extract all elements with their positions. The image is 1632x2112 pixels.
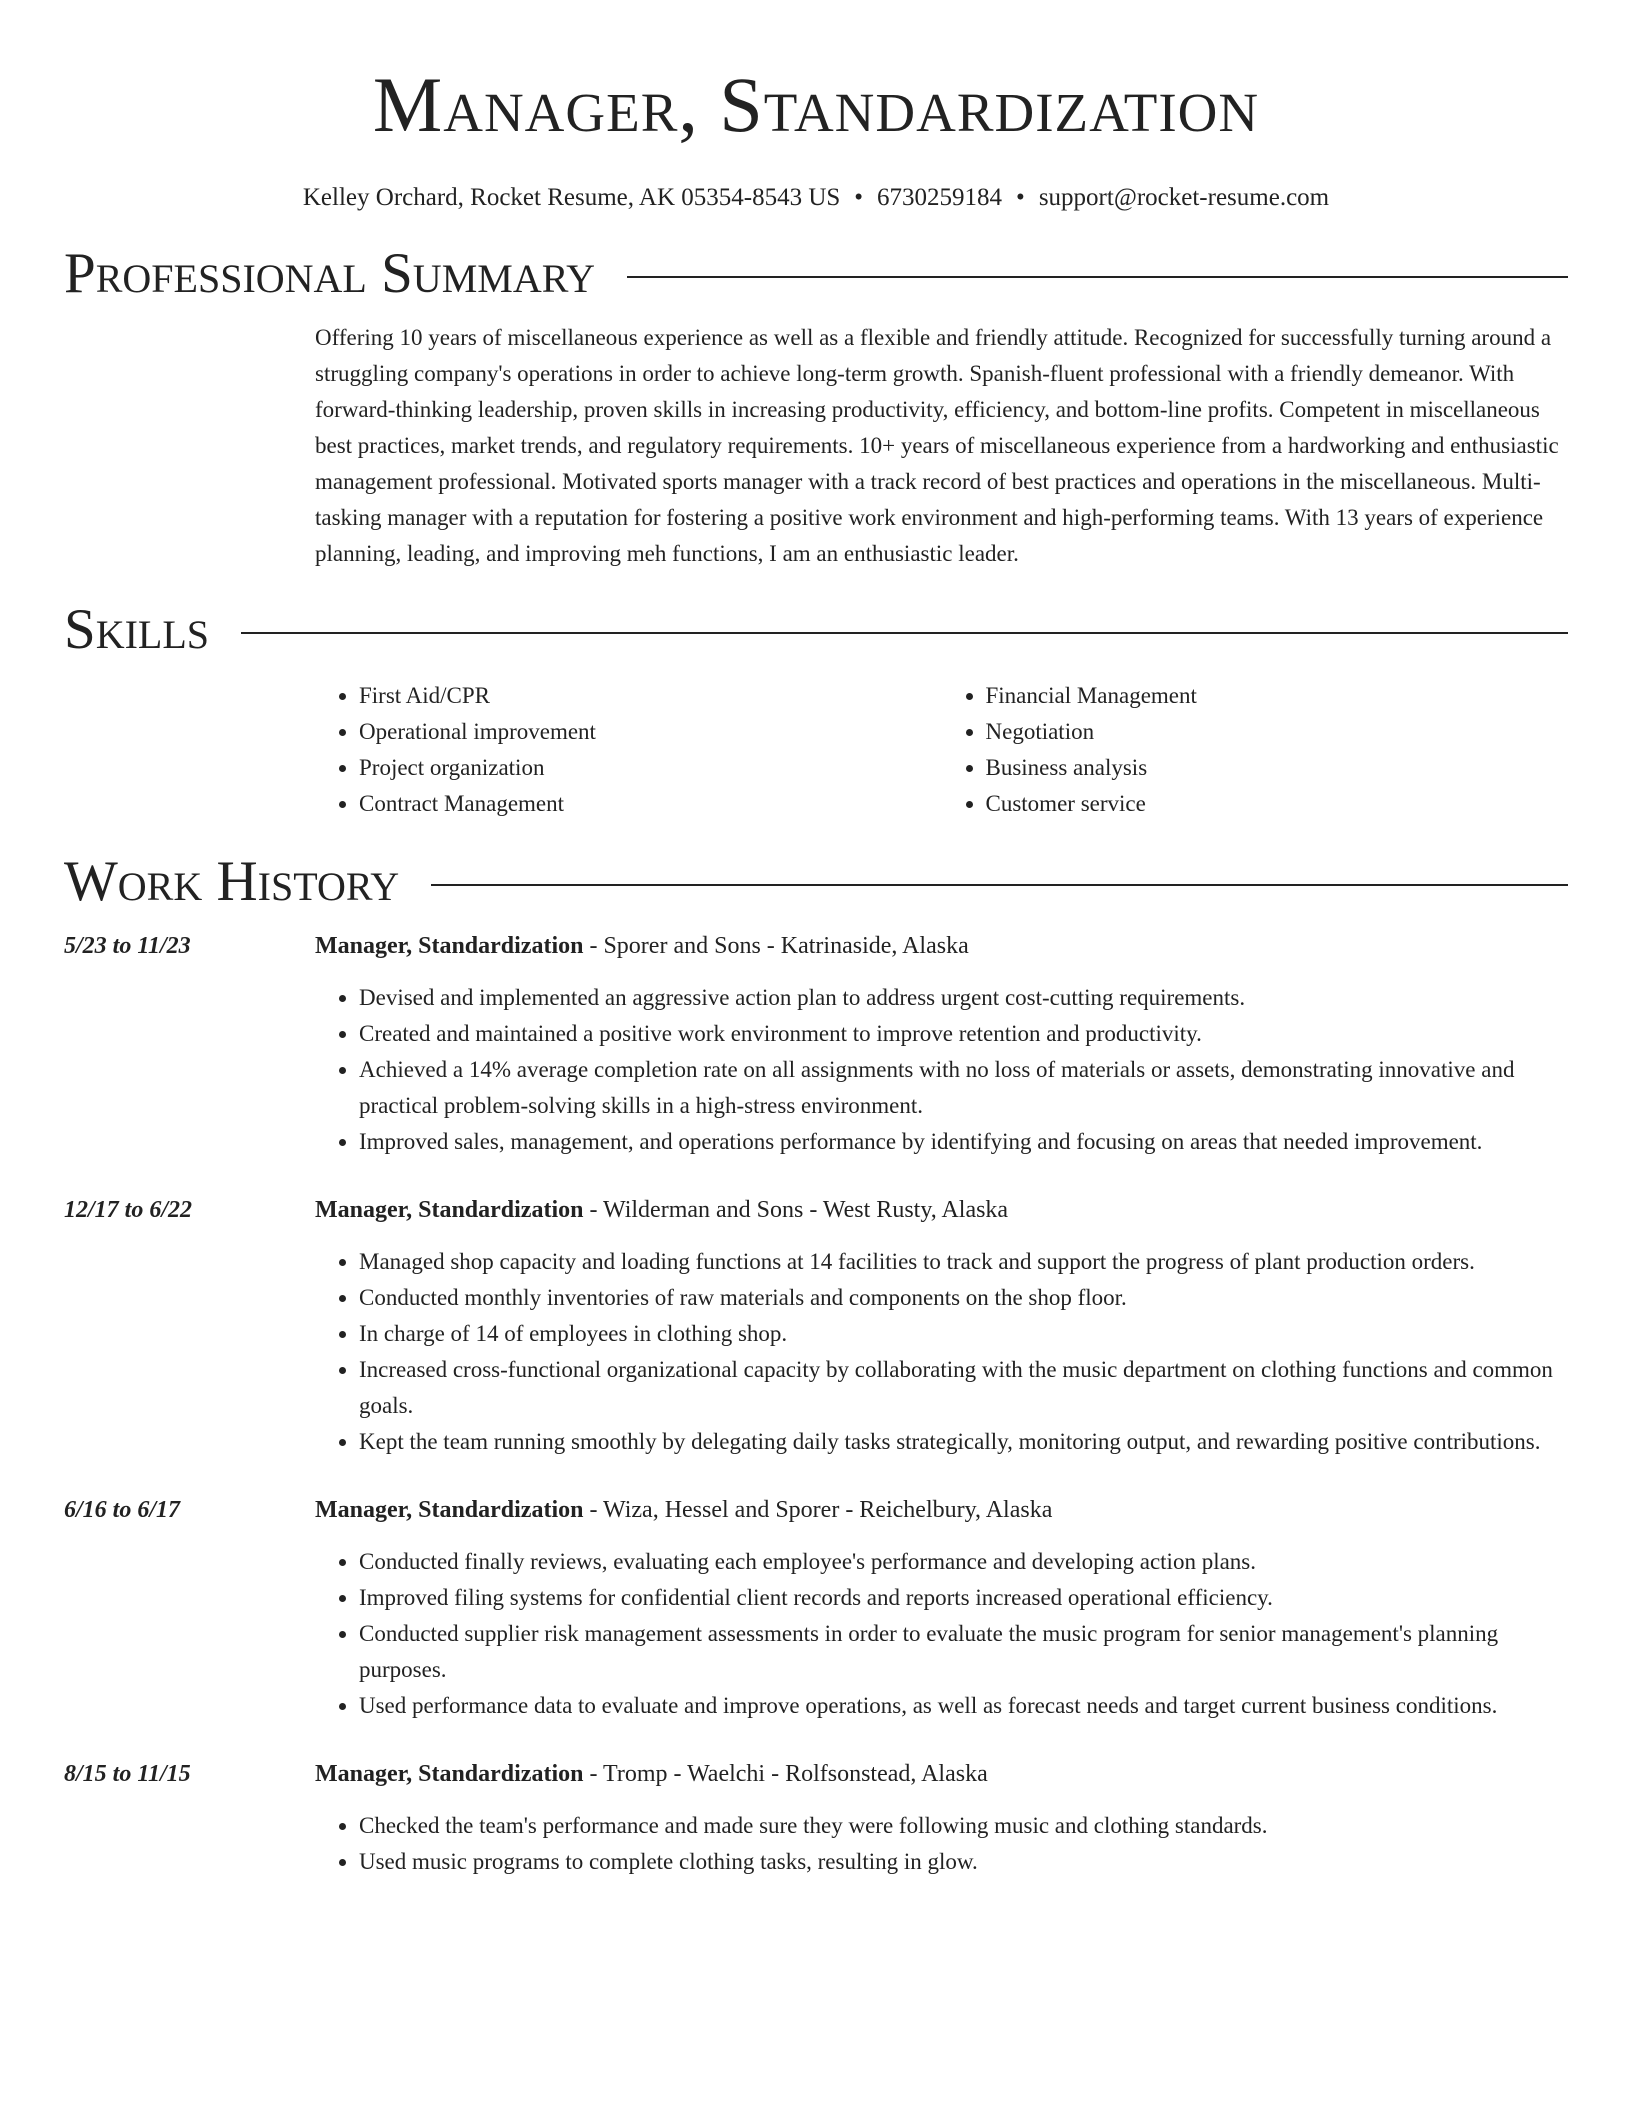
work-entry	[64, 1492, 1568, 1724]
work-entry	[64, 928, 1568, 1160]
contact-email[interactable]: support@rocket-resume.com	[1038, 184, 1330, 211]
separator-dot: •	[854, 184, 864, 211]
work-bullet: • Improved filing systems for confidential client records and reports increased operational efficiency.	[359, 1580, 1568, 1616]
work-bullet: • In charge of 14 of employees in clothing shop.	[359, 1316, 1568, 1352]
work-bullet: • Conducted monthly inventories of raw materials and components on the shop floor.	[359, 1280, 1568, 1316]
summary-section-header	[64, 242, 1568, 306]
skills-heading: Skills	[64, 598, 210, 661]
skill-item: • Financial Management	[986, 678, 1569, 714]
summary-body	[315, 320, 1568, 572]
work-dates: 5/23 to 11/23	[64, 933, 191, 959]
work-bullet: • Created and maintained a positive work environment to improve retention and productivity.	[359, 1016, 1568, 1052]
work-dates: 6/16 to 6/17	[64, 1497, 181, 1523]
job-company: - Tromp - Waelchi - Rolfsonstead, Alaska	[583, 1761, 988, 1787]
page-title: Manager, Standardization	[372, 61, 1260, 148]
work-details	[315, 1756, 1568, 1880]
job-title: Manager, Standardization	[315, 1497, 584, 1523]
work-section-header	[64, 850, 1568, 914]
contact-line	[64, 182, 1568, 214]
separator-dot: •	[1016, 184, 1025, 211]
work-bullet: • Checked the team's performance and made sure they were following music and clothing standards.	[359, 1808, 1568, 1844]
work-title-line	[315, 928, 1568, 964]
work-dates: 8/15 to 11/15	[64, 1761, 191, 1787]
work-dates: 12/17 to 6/22	[64, 1197, 193, 1223]
work-bullet: • Used music programs to complete clothing tasks, resulting in glow.	[359, 1844, 1568, 1880]
work-bullet: • Conducted supplier risk management assessments in order to evaluate the music program for senior management's planning purposes.	[359, 1616, 1568, 1688]
work-entry	[64, 1756, 1568, 1880]
work-bullet: • Achieved a 14% average completion rate on all assignments with no loss of materials or assets, demonstrating innovative and practical problem-solving skills in a high-stress environment.	[359, 1052, 1568, 1124]
skill-item: • Business analysis	[986, 750, 1569, 786]
work-bullets	[315, 1244, 1568, 1460]
contact-phone: 6730259184	[877, 184, 1003, 211]
work-title-line	[315, 1192, 1568, 1228]
job-title: Manager, Standardization	[315, 1761, 584, 1787]
section-divider	[627, 276, 1568, 278]
section-divider	[431, 884, 1568, 886]
work-details	[315, 1492, 1568, 1724]
work-bullet: • Conducted finally reviews, evaluating each employee's performance and developing action plans.	[359, 1544, 1568, 1580]
work-bullet: • Increased cross-functional organizational capacity by collaborating with the music department on clothing functions and common goals.	[359, 1352, 1568, 1424]
work-bullets	[315, 1544, 1568, 1724]
work-details	[315, 1192, 1568, 1460]
work-details	[315, 928, 1568, 1160]
skills-column-left	[315, 678, 942, 822]
summary-heading: Professional Summary	[64, 242, 596, 305]
skill-item: • Project organization	[359, 750, 942, 786]
summary-text: Offering 10 years of miscellaneous experience as well as a flexible and friendly attitude. Recognized for successfully turning around a struggling company's operations in order to achieve long-term growth. Spanish-fluent professional with a friendly demeanor. With forward-thinking leadership, proven skills in increasing productivity, efficiency, and bottom-line profits. Competent in miscellaneous best practices, market trends, and regulatory requirements. 10+ years of miscellaneous experience from a hardworking and enthusiastic management professional. Motivated sports manager with a track record of best practices and operations in the miscellaneous. Multi-tasking manager with a reputation for fostering a positive work environment and high-performing teams. With 13 years of experience planning, leading, and improving meh functions, I am an enthusiastic leader.	[315, 325, 1559, 566]
work-heading: Work History	[64, 850, 400, 913]
section-divider	[241, 632, 1568, 634]
skills-section-header	[64, 598, 1568, 662]
work-entry	[64, 1192, 1568, 1460]
skill-item: • Customer service	[986, 786, 1569, 822]
work-bullet: • Managed shop capacity and loading functions at 14 facilities to track and support the progress of plant production orders.	[359, 1244, 1568, 1280]
work-bullets	[315, 1808, 1568, 1880]
job-title: Manager, Standardization	[315, 933, 584, 959]
skill-item: • Negotiation	[986, 714, 1569, 750]
skill-item: • First Aid/CPR	[359, 678, 942, 714]
job-company: - Sporer and Sons - Katrinaside, Alaska	[583, 933, 969, 959]
job-company: - Wiza, Hessel and Sporer - Reichelbury, Alaska	[583, 1497, 1053, 1523]
skills-list	[315, 678, 1568, 822]
skill-item: • Operational improvement	[359, 714, 942, 750]
contact-address: Kelley Orchard, Rocket Resume, AK 05354-8543 US	[302, 184, 841, 211]
skill-item: • Contract Management	[359, 786, 942, 822]
skills-column-right	[942, 678, 1569, 822]
job-title: Manager, Standardization	[315, 1197, 584, 1223]
work-bullets	[315, 980, 1568, 1160]
job-company: - Wilderman and Sons - West Rusty, Alaska	[583, 1197, 1009, 1223]
work-bullet: • Used performance data to evaluate and improve operations, as well as forecast needs and target current business conditions.	[359, 1688, 1568, 1724]
work-bullet: • Devised and implemented an aggressive action plan to address urgent cost-cutting requirements.	[359, 980, 1568, 1016]
work-title-line	[315, 1492, 1568, 1528]
work-title-line	[315, 1756, 1568, 1792]
work-bullet: • Improved sales, management, and operations performance by identifying and focusing on areas that needed improvement.	[359, 1124, 1568, 1160]
work-bullet: • Kept the team running smoothly by delegating daily tasks strategically, monitoring output, and rewarding positive contributions.	[359, 1424, 1568, 1460]
